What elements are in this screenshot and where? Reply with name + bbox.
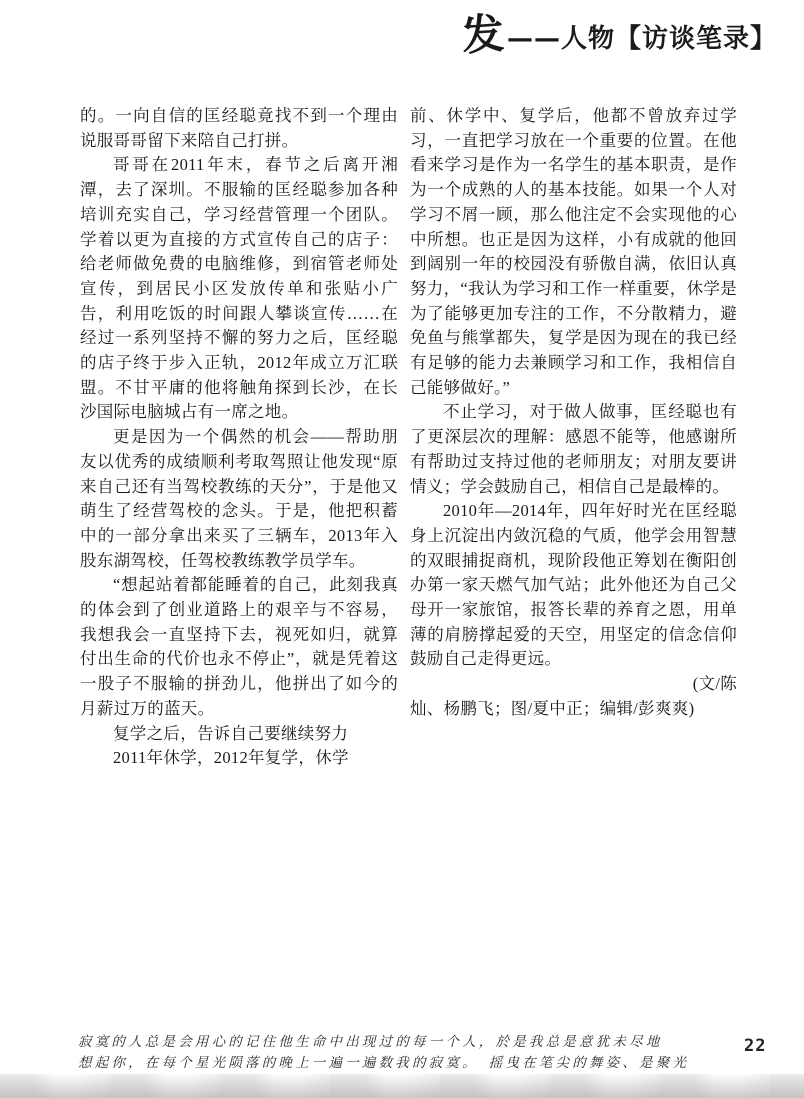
article-body	[80, 104, 737, 771]
paragraph: “想起站着都能睡着的自己，此刻我真的体会到了创业道路上的艰辛与不容易，我想我会一直坚持下去，视死如归，就算付出生命的代价也永不停止”，就是凭着这一股子不服输的拼劲儿，他拼出了如今的月薪过万的蓝天。	[80, 575, 398, 718]
page-header	[460, 8, 777, 61]
footer-handwritten-quote	[78, 1031, 738, 1073]
paragraph: 哥哥在2011年末，春节之后离开湘潭，去了深圳。不服输的匡经聪参加各种培训充实自己，学习经营管理一个团队。学着以更为直接的方式宣传自己的店子：给老师做免费的电脑维修，到宿管老师处宣传，到居民小区发放传单和张贴小广告，利用吃饭的时间跟人攀谈宣传……在经过一系列坚持不懈的努力之后，匡经聪的店子终于步入正轨，2012年成立万汇联盟。不甘平庸的他将触角探到长沙，在长沙国际电脑城占有一席之地。	[80, 155, 398, 422]
credit-line: (文/陈	[692, 674, 737, 694]
paragraph: 的。一向自信的匡经聪竟找不到一个理由说服哥哥留下来陪自己打拼。	[80, 106, 398, 150]
paragraph: 2011年休学，2012年复学，休学	[113, 748, 349, 768]
page-bottom-scan-shadow	[0, 1074, 804, 1098]
right-column	[410, 104, 737, 771]
section-title: ——人物【访谈笔录】	[506, 24, 777, 54]
paragraph: 更是因为一个偶然的机会——帮助朋友以优秀的成绩顺利考取驾照让他发现“原来自己还有当驾校教练的天分”，于是他又萌生了经营驾校的念头。于是，他把积蓄中的一部分拿出来买了三辆车，2013年入股东湖驾校，任驾校教练教学员学车。	[80, 427, 398, 570]
subheading-line: 复学之后，告诉自己要继续努力	[113, 723, 349, 743]
paragraph: 2010年—2014年，四年好时光在匡经聪身上沉淀出内敛沉稳的气质，他学会用智慧的双眼捕捉商机，现阶段他正筹划在衡阳创办第一家天燃气加气站；此外他还为自己父母开一家旅馆，报答长辈的养育之恩，用单薄的肩膀撑起爱的天空，用坚定的信念信仰鼓励自己走得更远。	[410, 501, 737, 669]
paragraph: 前、休学中、复学后，他都不曾放弃过学习，一直把学习放在一个重要的位置。在他看来学习是作为一名学生的基本职责，是作为一个成熟的人的基本技能。如果一个人对学习不屑一顾，那么他注定不会实现他的心中所想。也正是因为这样，小有成就的他回到阔别一年的校园没有骄傲自满，依旧认真努力，“我认为学习和工作一样重要，休学是为了能够更加专注的工作，不分散精力，避免鱼与熊掌都失，复学是因为现在的我已经有足够的能力去兼顾学习和工作，我相信自己能够做好。”	[410, 106, 737, 397]
credit-line: 灿、杨鹏飞；图/夏中正；编辑/彭爽爽)	[410, 698, 695, 718]
page-number: 22	[744, 1036, 767, 1056]
left-column	[80, 104, 398, 771]
paragraph: 不止学习，对于做人做事，匡经聪也有了更深层次的理解：感恩不能等，他感谢所有帮助过支持过他的老师朋友；对朋友要讲情义；学会鼓励自己，相信自己是最棒的。	[410, 402, 737, 496]
footer-quote-line: 想起你，在每个星光陨落的晚上一遍一遍数我的寂寞。 摇曳在笔尖的舞姿、是聚光	[78, 1055, 690, 1070]
brand-script-character: 发	[460, 8, 506, 61]
footer-quote-line: 寂寞的人总是会用心的记住他生命中出现过的每一个人，於是我总是意犹未尽地	[78, 1034, 663, 1049]
